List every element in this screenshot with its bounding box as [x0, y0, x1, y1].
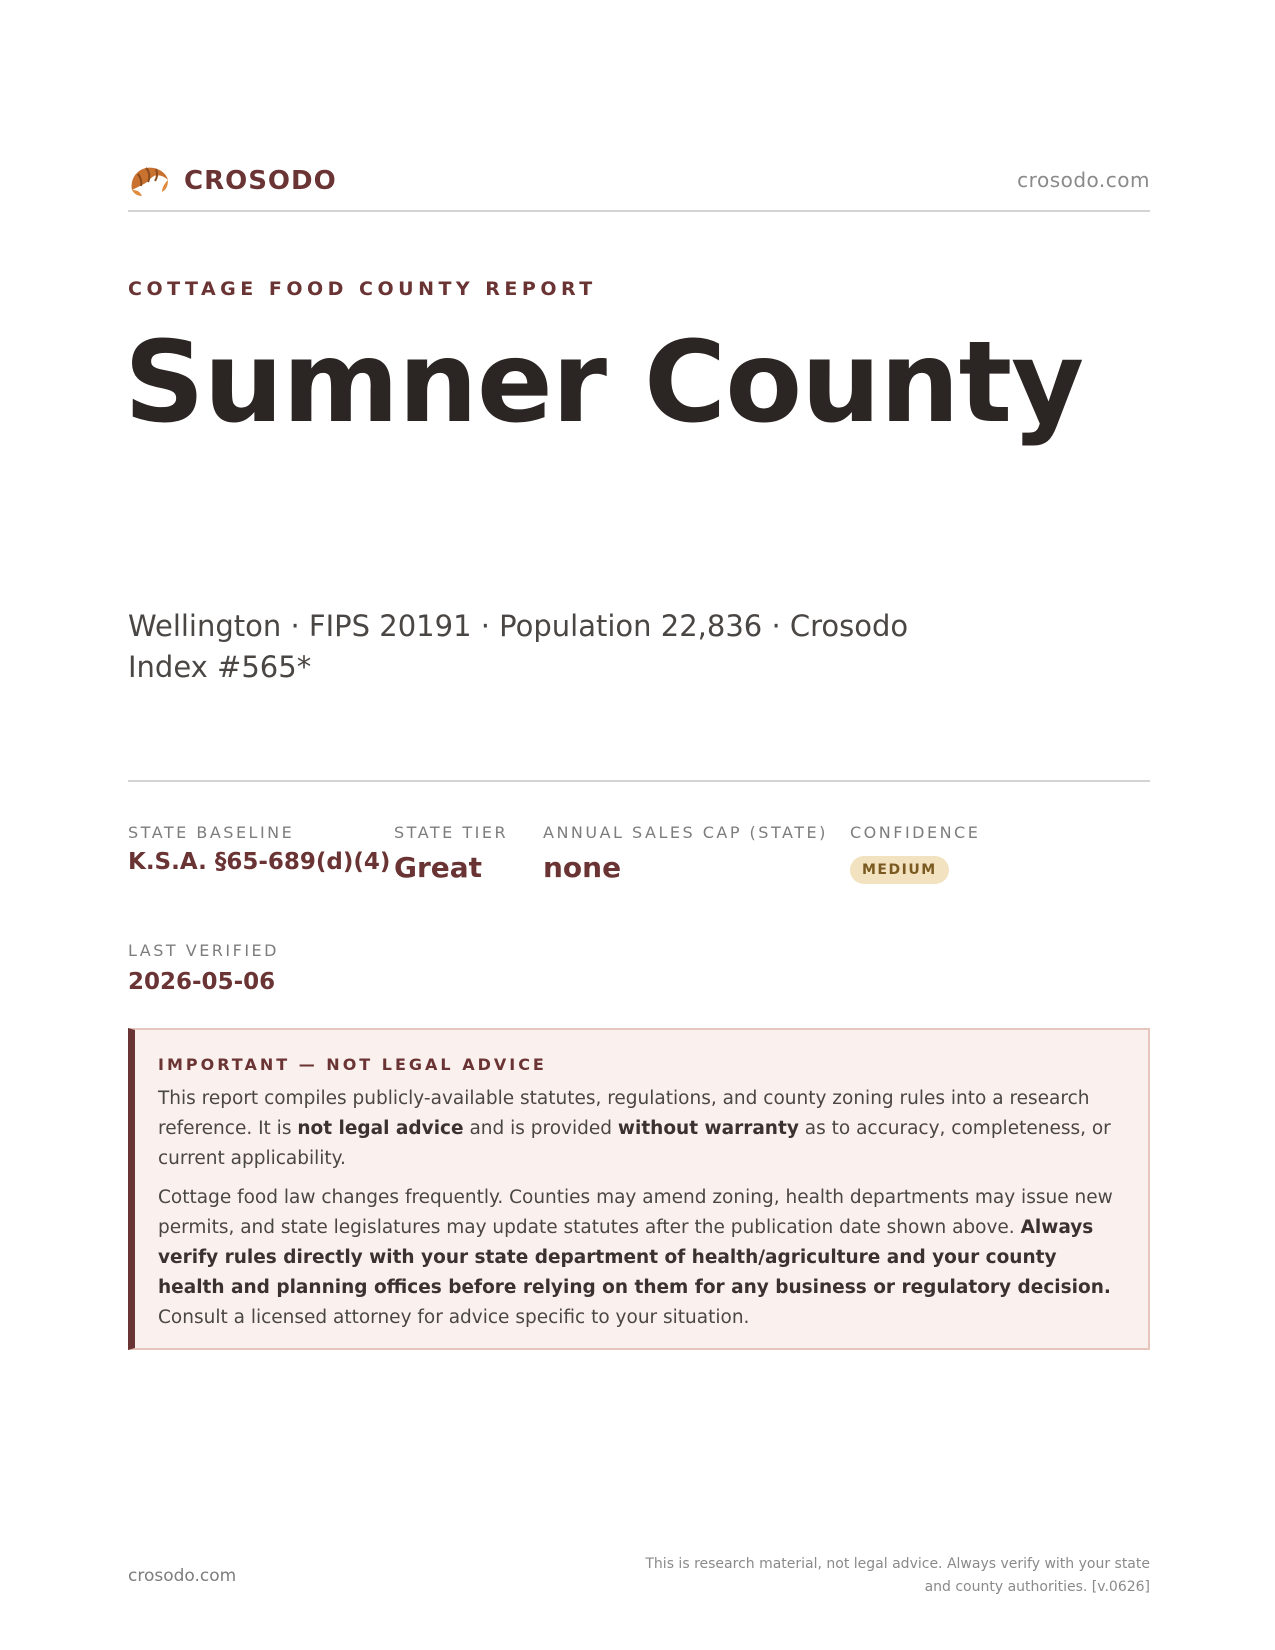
notice-emphasis: not legal advice: [297, 1118, 464, 1139]
divider: [128, 780, 1150, 782]
report-eyebrow: COTTAGE FOOD COUNTY REPORT: [128, 278, 597, 300]
report-subtitle: Wellington · FIPS 20191 · Population 22,836 · Crosodo Index #565*: [128, 609, 909, 684]
last-verified-label: LAST VERIFIED: [128, 941, 279, 960]
sales-cap-value: none: [543, 851, 622, 884]
notice-text: This report compiles publicly-available statutes, regulations, and county zoning rules into a research reference. It is: [158, 1088, 1090, 1139]
legal-notice: [128, 1028, 1150, 1350]
brand: [128, 162, 337, 200]
last-verified-value: 2026-05-06: [128, 969, 276, 995]
notice-text: and is provided: [463, 1118, 618, 1139]
brand-name: CROSODO: [184, 166, 337, 196]
footer-disclaimer-line: and county authorities. [v.0626]: [924, 1579, 1150, 1595]
site-url[interactable]: crosodo.com: [1017, 168, 1150, 192]
notice-text: as to accuracy, completeness, or current applicability.: [158, 1118, 1111, 1169]
confidence-badge: MEDIUM: [850, 856, 949, 884]
state-tier-value: Great: [394, 851, 483, 884]
page-header: [128, 158, 1150, 212]
state-baseline-value: K.S.A. §65-689(d)(4): [128, 849, 391, 875]
footer-disclaimer-line: This is research material, not legal advice. Always verify with your state: [645, 1556, 1150, 1572]
notice-text: Cottage food law changes frequently. Counties may amend zoning, health departments may issue new permits, and state legislatures may update statutes after the publication date shown above.: [158, 1187, 1113, 1238]
footer-url[interactable]: crosodo.com: [128, 1566, 237, 1586]
footer-disclaimer: [610, 1553, 1150, 1599]
notice-text: Consult a licensed attorney for advice specific to your situation.: [158, 1307, 750, 1328]
page-title: Sumner County: [124, 318, 1084, 448]
state-tier-label: STATE TIER: [394, 823, 509, 842]
report-page: [124, 0, 1150, 1650]
notice-title: IMPORTANT — NOT LEGAL ADVICE: [158, 1055, 547, 1074]
notice-emphasis: Always verify rules directly with your state department of health/agriculture and your county health and planning offices before relying on them for any business or regulatory decision.: [158, 1217, 1111, 1298]
confidence-label: CONFIDENCE: [850, 823, 981, 842]
state-baseline-label: STATE BASELINE: [128, 823, 295, 842]
notice-emphasis: without warranty: [617, 1118, 799, 1139]
notice-paragraph-1: [158, 1084, 1128, 1174]
notice-body: [158, 1084, 1128, 1342]
croissant-icon: [128, 162, 170, 200]
sales-cap-label: ANNUAL SALES CAP (STATE): [543, 823, 828, 842]
notice-paragraph-2: [158, 1183, 1128, 1333]
